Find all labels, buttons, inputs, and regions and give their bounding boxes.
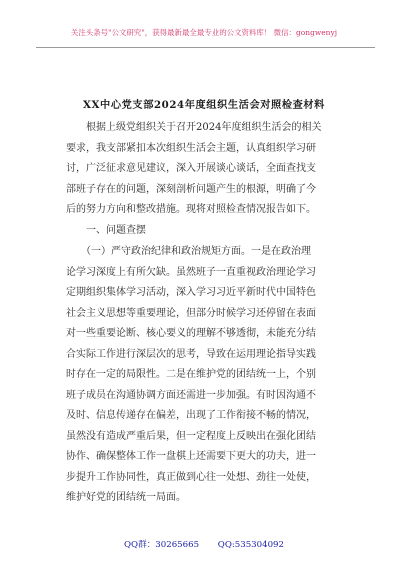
document-title: XX中心党支部2024年度组织生活会对照检查材料 bbox=[83, 99, 325, 111]
section-heading bbox=[66, 221, 346, 242]
intro-paragraph bbox=[66, 118, 346, 221]
paragraph-line: 部班子存在的问题，深刻剖析问题产生的根源，明确了今 bbox=[66, 183, 316, 195]
paragraph-line: 时存在一定的局限性。二是在维护党的团结统一上，个别 bbox=[66, 369, 316, 380]
paragraph-line: 定期组织集体学习活动，深入学习习近平新时代中国特色 bbox=[66, 287, 316, 298]
paragraph-line: 论学习深度上有所欠缺。虽然班子一直重视政治理论学习 bbox=[66, 266, 316, 278]
paragraph-line: 步提升工作协同性，真正做到心往一处想、劲往一处使， bbox=[66, 471, 316, 483]
political-discipline-paragraph bbox=[66, 242, 346, 509]
paragraph-line: 维护好党的团结统一局面。 bbox=[66, 492, 186, 503]
paragraph-line: 协作、确保整体工作一盘棋上还需要下更大的功夫，进一 bbox=[66, 451, 316, 462]
section-heading-text: 一、问题查摆 bbox=[66, 225, 146, 236]
contact-footer bbox=[0, 538, 408, 550]
paragraph-line: 要求，我支部紧扣本次组织生活会主题，认真组织学习研 bbox=[66, 142, 316, 154]
paragraph-line: （一）严守政治纪律和政治规矩方面。一是在政治理 bbox=[66, 246, 311, 257]
paragraph-line: 班子成员在沟通协调方面还需进一步加强。有时因沟通不 bbox=[66, 389, 316, 401]
header-divider bbox=[36, 47, 375, 48]
paragraph-line: 合实际工作进行深层次的思考，导致在运用理论指导实践 bbox=[66, 348, 316, 360]
promo-banner: 关注头条号"公文研究"，获得最新最全最专业的公文资料库！ 微信：gongwenyj bbox=[70, 28, 338, 37]
paragraph-line: 社会主义思想等重要理论，但部分时候学习还停留在表面 bbox=[66, 307, 316, 319]
paragraph-line: 及时、信息传递存在偏差，出现了工作衔接不畅的情况， bbox=[66, 410, 316, 421]
qq-contact-text: QQ:535304092 bbox=[217, 540, 284, 550]
paragraph-line: 根据上级党组织关于召开2024年度组织生活会的相关 bbox=[66, 122, 322, 133]
paragraph-line: 虽然没有造成严重后果，但一定程度上反映出在强化团结 bbox=[66, 430, 316, 442]
qq-group-text: QQ群：30265665 bbox=[124, 540, 200, 550]
paragraph-line: 对一些重要论断、核心要义的理解不够透彻，未能充分结 bbox=[66, 328, 316, 339]
paragraph-line: 讨，广泛征求意见建议，深入开展谈心谈话，全面查找支 bbox=[66, 163, 316, 174]
paragraph-line: 后的努力方向和整改措施。现将对照检查情况报告如下。 bbox=[66, 204, 316, 215]
